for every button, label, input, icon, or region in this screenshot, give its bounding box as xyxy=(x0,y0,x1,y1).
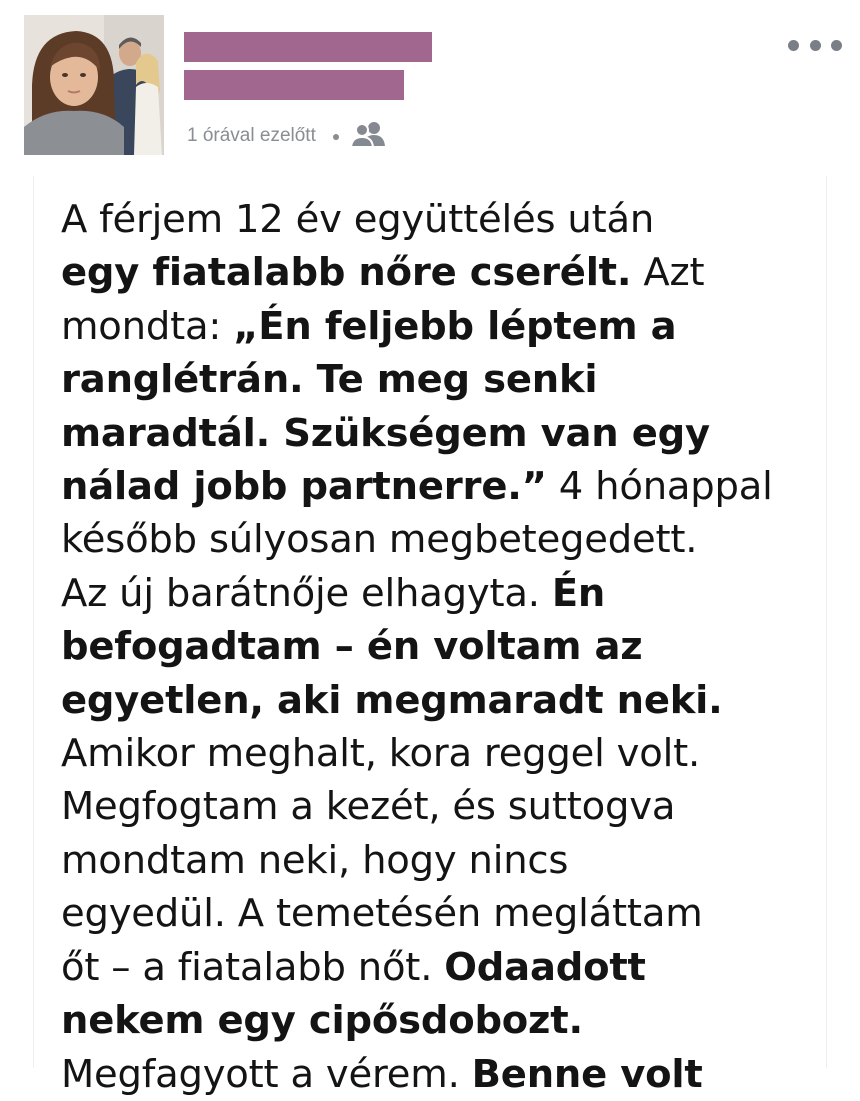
post-text-segment: mondta: xyxy=(61,303,234,349)
post-text-line xyxy=(61,353,821,406)
post-text-segment: A férjem 12 év együttélés után xyxy=(61,197,655,242)
post-text-segment: Megfagyott a vérem. xyxy=(61,1051,472,1097)
post-text-bold: Odaadott xyxy=(444,944,646,990)
post-text-line xyxy=(61,193,821,246)
post-text-segment: 4 hónappal xyxy=(546,464,773,510)
post-text-bold: egyetlen, aki megmaradt neki. xyxy=(61,677,723,723)
menu-dot xyxy=(788,40,799,51)
post-meta xyxy=(187,121,386,151)
post-text-bold: egy fiatalabb nőre cserélt. xyxy=(61,250,632,296)
post-text-segment: mondtam neki, hogy nincs xyxy=(61,837,569,883)
post-text-bold: befogadtam – én voltam az xyxy=(61,624,643,670)
menu-dot xyxy=(831,40,842,51)
post-timestamp[interactable]: 1 órával ezelőtt xyxy=(187,125,316,146)
post-text-line xyxy=(61,620,821,673)
post-text-line xyxy=(61,994,821,1047)
separator-dot: ● xyxy=(331,128,341,144)
post-text-segment: Megfogtam a kezét, és suttogva xyxy=(61,784,676,830)
post-text-line xyxy=(61,1048,821,1101)
post-text-bold: ranglétrán. Te meg senki xyxy=(61,357,598,403)
post-text-line xyxy=(61,407,821,460)
post-text-line xyxy=(61,567,821,620)
post-text-segment: Amikor meghalt, kora reggel volt. xyxy=(61,731,701,777)
post-text-line xyxy=(61,246,821,299)
friends-icon[interactable] xyxy=(350,120,386,154)
post-text-bold: „Én feljebb léptem a xyxy=(233,303,677,349)
post-text-segment: őt – a fiatalabb nőt. xyxy=(61,944,445,990)
post-body xyxy=(34,176,826,1097)
author-name-redaction xyxy=(184,32,432,62)
post-text-bold: nekem egy cipősdobozt. xyxy=(61,998,583,1044)
post-text-line xyxy=(61,834,821,887)
post-text-line xyxy=(61,727,821,780)
post-text-line xyxy=(61,780,821,833)
profile-photo-icon xyxy=(24,15,164,155)
menu-dot xyxy=(810,40,821,51)
author-name-redaction-second-line xyxy=(184,70,404,100)
post-text-segment: egyedül. A temetésén megláttam xyxy=(61,891,703,937)
post-text-line xyxy=(61,887,821,940)
post-text-segment: Azt xyxy=(631,250,705,296)
more-options-icon[interactable] xyxy=(788,30,842,60)
post-header xyxy=(0,0,860,170)
post-text-bold: nálad jobb partnerre.” xyxy=(61,464,547,510)
post-text-segment: Az új barátnője elhagyta. xyxy=(61,570,552,616)
post-text-line xyxy=(61,513,821,566)
post-text-line xyxy=(61,300,821,353)
avatar[interactable] xyxy=(24,15,164,155)
post-text-segment: később súlyosan megbetegedett. xyxy=(61,517,698,563)
post-text-bold: maradtál. Szükségem van egy xyxy=(61,410,710,456)
post-text-line xyxy=(61,460,821,513)
post-text-bold: Én xyxy=(551,570,606,616)
post-text xyxy=(61,193,821,1101)
post-text-line xyxy=(61,674,821,727)
post-text-bold: Benne volt xyxy=(471,1051,703,1097)
post-text-line xyxy=(61,941,821,994)
